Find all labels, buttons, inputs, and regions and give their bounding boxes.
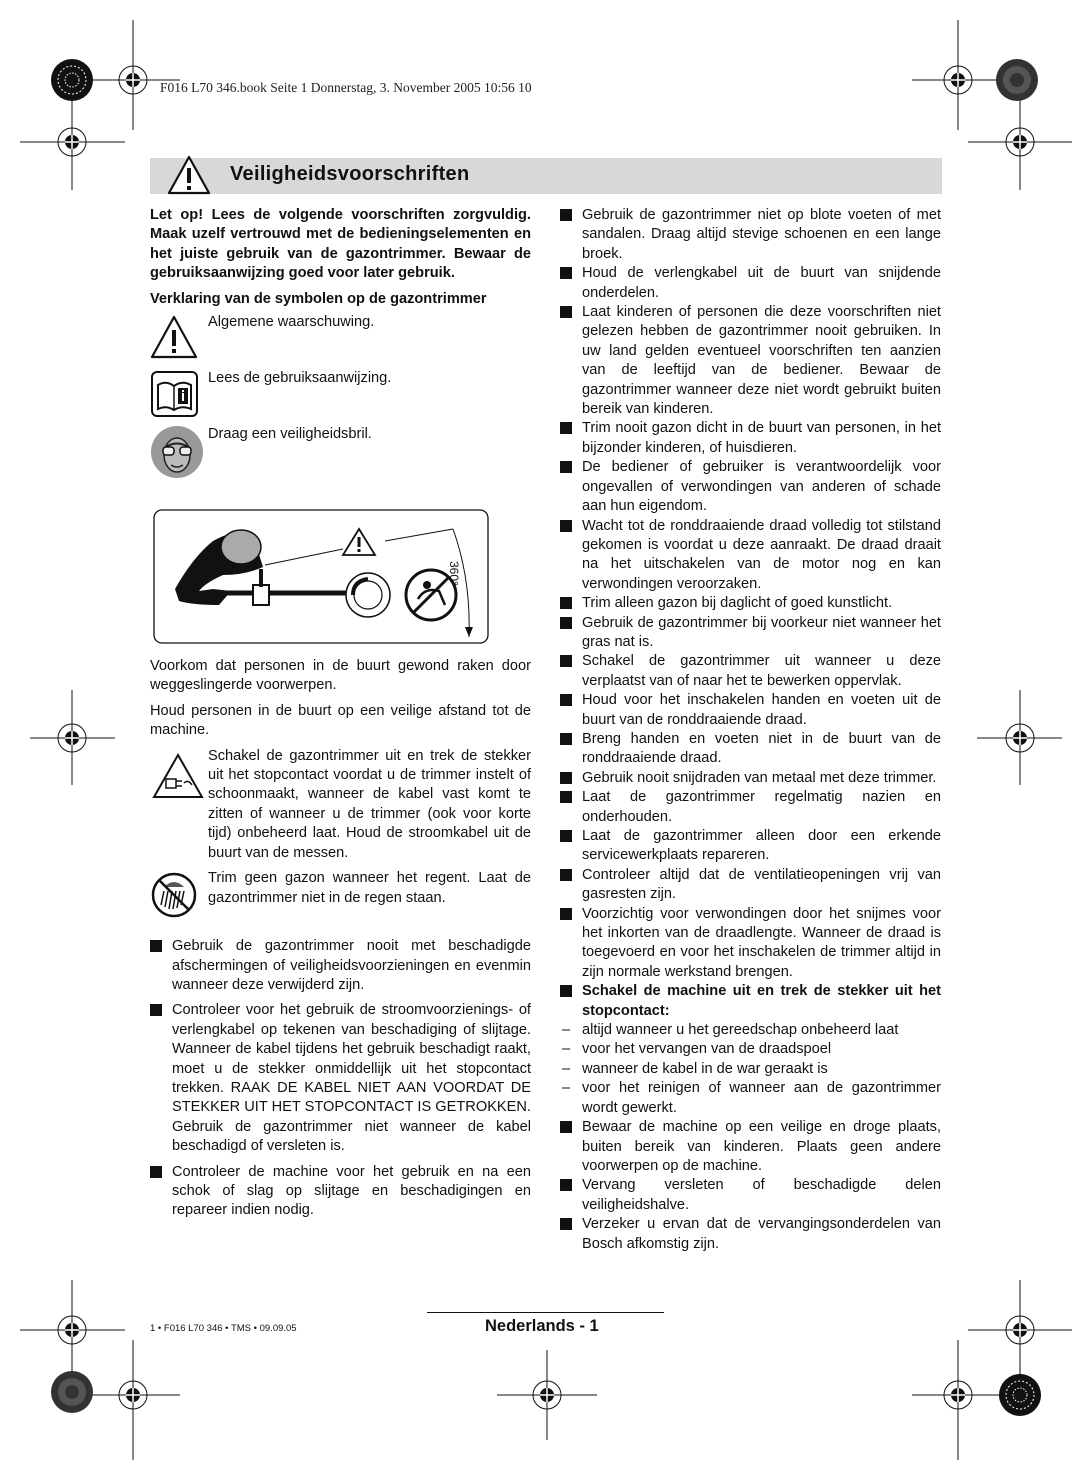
list-item: Houd voor het inschakelen handen en voeten uit de buurt van de ronddraaiende draad.: [560, 691, 941, 730]
list-item-bold: Schakel de machine uit en trek de stekker uit het stopcontact:: [560, 982, 941, 1021]
footer-rule: [427, 1312, 664, 1313]
unplug-warning-icon: [150, 747, 206, 803]
right-column: [560, 206, 941, 1254]
unplug-instruction: Schakel de gazontrimmer uit en trek de stekker uit het stopcontact voordat u de trimmer instelt of schoonmaakt, wanneer de kabel vast komt te zitten of wanneer u de trimmer (ook voor korte tijd) onbeheerd laat. Houd de stroomkabel uit de buurt van de messen.: [208, 747, 531, 861]
rotation-angle-label: 360°: [447, 561, 461, 586]
right-bullet-list: [560, 206, 941, 1254]
symbol-row: [150, 369, 531, 423]
symbols-heading: Verklaring van de symbolen op de gazontrimmer: [150, 290, 487, 307]
list-item: Controleer de machine voor het gebruik en na een schok of slag op slijtage en beschadigingen en repareer indien nodig.: [150, 1163, 531, 1221]
symbol-row: [150, 869, 531, 923]
symbol-row: [150, 313, 531, 367]
dash-item: – voor het reinigen of wanneer aan de gazontrimmer wordt gewerkt.: [560, 1079, 941, 1118]
no-rain-icon: [150, 869, 206, 925]
list-item: Voorzichtig voor verwondingen door het snijmes voor het inkorten van de draadlengte. Wanneer de draad is toegevoerd en voor het inschakelen de trimmer altijd in zijn normale werkstand brengen.: [560, 905, 941, 983]
symbol-text: Draag een veiligheidsbril.: [208, 426, 372, 443]
list-item: Gebruik de gazontrimmer niet op blote voeten of met sandalen. Draag altijd stevige schoenen en een lange broek.: [560, 206, 941, 264]
safety-distance-diagram: [153, 509, 489, 645]
rain-instruction: Trim geen gazon wanneer het regent. Laat de gazontrimmer niet in de regen staan.: [208, 870, 531, 906]
list-item: Bewaar de machine op een veilige en droge plaats, buiten bereik van kinderen. Plaats geen andere voorwerpen op de machine.: [560, 1118, 941, 1176]
list-item: Gebruik de gazontrimmer nooit met beschadigde afschermingen of veiligheidsvoorzieningen en evenmin wanneer deze verwijderd zijn.: [150, 937, 531, 995]
page-title: Veiligheidsvoorschriften: [230, 163, 470, 185]
symbol-row: [150, 747, 531, 863]
list-item: Wacht tot de ronddraaiende draad volledig tot stilstand gekomen is voordat u deze aanraakt. De draad draait na het uitschakelen van de motor nog en kan verwondingen veroorzaken.: [560, 517, 941, 595]
list-item: Controleer voor het gebruik de stroomvoorzienings- of verlengkabel op tekenen van beschadiging of slijtage. Wanneer de kabel tijdens het gebruik beschadigt raakt, moet u de stekker onmiddellijk uit het stopcontact trekken. RAAK DE KABEL NIET AAN VOORDAT DE STEKKER UIT HET STOPCONTACT IS GETROKKEN. Gebruik de gazontrimmer niet wanneer de kabel beschadigd of versleten is.: [150, 1001, 531, 1156]
footer-document-code: 1 • F016 L70 346 • TMS • 09.09.05: [150, 1323, 297, 1334]
list-item: Laat de gazontrimmer alleen door een erkende servicewerkplaats repareren.: [560, 827, 941, 866]
intro-warning: Let op! Lees de volgende voorschriften zorgvuldig. Maak uzelf vertrouwd met de bedieningselementen en het juiste gebruik van de gazontrimmer. Bewaar de gebruiksaanwijzing goed voor later gebruik.: [150, 207, 531, 282]
left-column: [150, 206, 531, 1221]
dash-item: – altijd wanneer u het gereedschap onbeheerd laat: [560, 1021, 941, 1040]
list-item: Trim alleen gazon bij daglicht of goed kunstlicht.: [560, 594, 941, 613]
warning-triangle-icon: [150, 313, 202, 363]
symbol-row: [150, 425, 531, 479]
list-item: Breng handen en voeten niet in de buurt van de ronddraaiende draad.: [560, 730, 941, 769]
list-item: Gebruik nooit snijdraden van metaal met deze trimmer.: [560, 769, 941, 788]
list-item: De bediener of gebruiker is verantwoordelijk voor ongevallen of verwondingen van anderen of schade aan hun eigendom.: [560, 458, 941, 516]
list-item: Verzeker u ervan dat de vervangingsonderdelen van Bosch afkomstig zijn.: [560, 1215, 941, 1254]
symbol-text: Algemene waarschuwing.: [208, 314, 375, 331]
list-item: Gebruik de gazontrimmer bij voorkeur niet wanneer het gras nat is.: [560, 614, 941, 653]
paragraph-bystanders: Voorkom dat personen in de buurt gewond raken door weggeslingerde voorwerpen.: [150, 658, 531, 694]
list-item: Laat kinderen of personen die deze voorschriften niet gelezen hebben de gazontrimmer nooit gebruiken. In uw land gelden eventueel voorschriften ten aanzien van de leeftijd van de bediener. Bewaar de gazontrimmer wanneer deze niet wordt gebruikt buiten bereik van kinderen.: [560, 303, 941, 419]
list-item: Controleer altijd dat de ventilatieopeningen vrij van gasresten zijn.: [560, 866, 941, 905]
list-item: Schakel de gazontrimmer uit wanneer u deze verplaatst van of naar het te bewerken oppervlak.: [560, 652, 941, 691]
dash-item: – voor het vervangen van de draadspoel: [560, 1040, 941, 1059]
read-manual-icon: [150, 369, 202, 419]
list-item: Vervang versleten of beschadigde delen veiligheidshalve.: [560, 1176, 941, 1215]
safety-goggles-icon: [150, 425, 206, 479]
left-bullet-list: [150, 937, 531, 1221]
dash-item: – wanneer de kabel in de war geraakt is: [560, 1060, 941, 1079]
warning-triangle-icon: [166, 154, 212, 196]
list-item: Houd de verlengkabel uit de buurt van snijdende onderdelen.: [560, 264, 941, 303]
symbol-text: Lees de gebruiksaanwijzing.: [208, 370, 392, 387]
trimmer-operator-illustration: [153, 509, 489, 645]
list-item: Laat de gazontrimmer regelmatig nazien en onderhouden.: [560, 788, 941, 827]
paragraph-distance: Houd personen in de buurt op een veilige afstand tot de machine.: [150, 702, 531, 739]
list-item: Trim nooit gazon dicht in de buurt van personen, in het bijzonder kinderen, of huisdieren.: [560, 419, 941, 458]
book-file-header: F016 L70 346.book Seite 1 Donnerstag, 3. November 2005 10:56 10: [160, 80, 532, 95]
footer-page-label: Nederlands - 1: [485, 1317, 599, 1335]
